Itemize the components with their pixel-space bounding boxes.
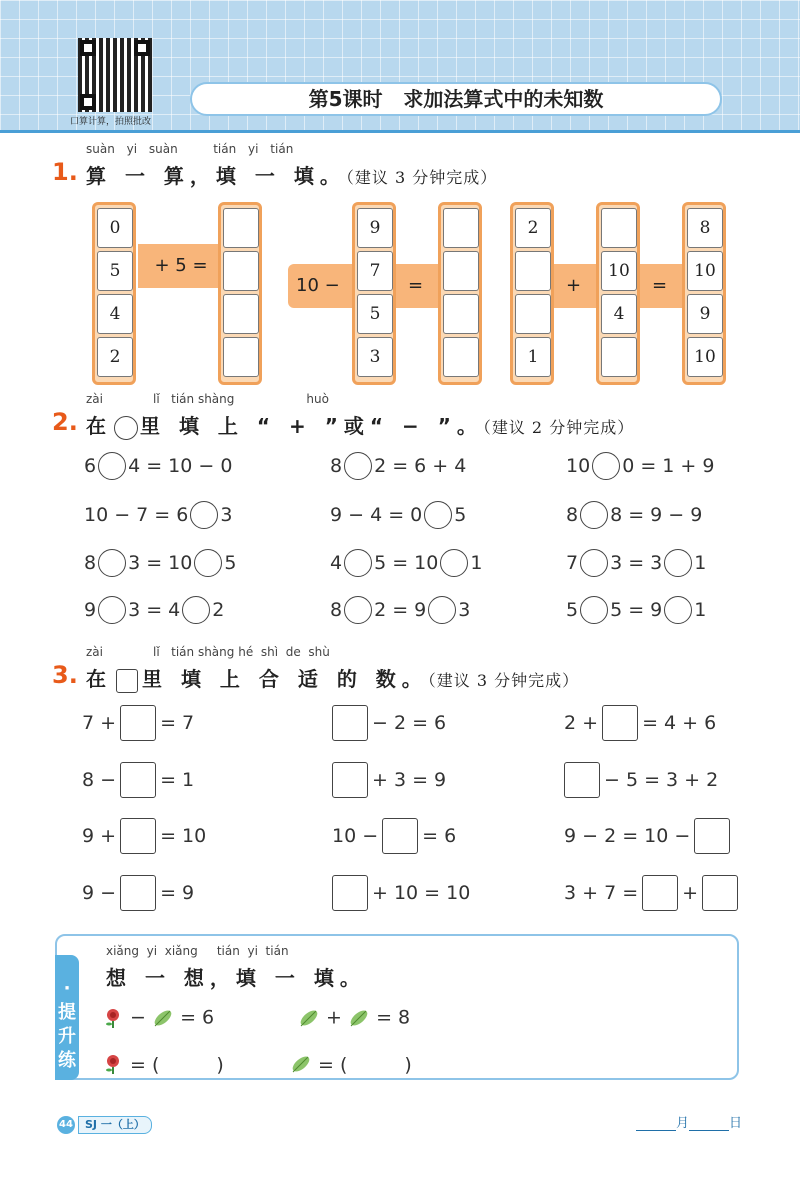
- number-cell: 8: [687, 208, 723, 248]
- equation: − 2 = 6: [328, 705, 446, 741]
- equation: 7 + = 7: [82, 705, 194, 741]
- section-number: 2.: [52, 408, 78, 436]
- answer-cell[interactable]: [443, 208, 479, 248]
- operator-blank[interactable]: [98, 596, 126, 624]
- answer-cell[interactable]: [223, 294, 259, 334]
- number-blank[interactable]: [564, 762, 600, 798]
- equation: 10 0 = 1 + 9: [566, 452, 714, 480]
- equation: 9 3 = 4 2: [84, 596, 224, 624]
- page-header: [0, 0, 800, 133]
- equation: 7 3 = 3 1: [566, 549, 706, 577]
- number-blank[interactable]: [602, 705, 638, 741]
- operation-band: + 5 =: [138, 244, 224, 288]
- number-cell[interactable]: [601, 337, 637, 377]
- answer-column: [218, 202, 262, 385]
- equation: + 10 = 10: [328, 875, 470, 911]
- number-column: [92, 202, 136, 385]
- operator-blank[interactable]: [440, 549, 468, 577]
- number-cell: 4: [97, 294, 133, 334]
- operator-blank[interactable]: [580, 596, 608, 624]
- number-blank[interactable]: [332, 762, 368, 798]
- rose-icon: [102, 1053, 124, 1075]
- number-blank[interactable]: [120, 875, 156, 911]
- section-number: 3.: [52, 661, 78, 689]
- number-cell[interactable]: [601, 208, 637, 248]
- equation: 10 − 7 = 6 3: [84, 501, 232, 529]
- picture-equation: − = 6: [102, 1006, 214, 1029]
- date-field[interactable]: 月 日: [636, 1112, 742, 1131]
- equation: 8 2 = 6 + 4: [330, 452, 466, 480]
- equation: 9 − 2 = 10 −: [564, 818, 734, 854]
- operator-blank[interactable]: [580, 549, 608, 577]
- picture-equation[interactable]: = ( ): [290, 1050, 412, 1077]
- equation: 3 + 7 = +: [564, 875, 742, 911]
- equation: 9 − = 9: [82, 875, 194, 911]
- operator-blank[interactable]: [580, 501, 608, 529]
- section-number: 1.: [52, 158, 78, 186]
- picture-equation: + = 8: [298, 1006, 410, 1029]
- number-column: [510, 202, 554, 385]
- answer-cell[interactable]: [443, 337, 479, 377]
- qr-code[interactable]: [78, 38, 152, 112]
- number-cell[interactable]: 10: [601, 251, 637, 291]
- leaf-icon: [348, 1007, 370, 1029]
- operator-blank[interactable]: [344, 596, 372, 624]
- number-blank[interactable]: [120, 762, 156, 798]
- picture-equation[interactable]: = ( ): [102, 1050, 224, 1077]
- number-cell[interactable]: 1: [515, 337, 551, 377]
- operator-blank[interactable]: [182, 596, 210, 624]
- pinyin-line: xiǎng yi xiǎng tián yi tián: [106, 944, 289, 958]
- number-cell: 0: [97, 208, 133, 248]
- operator-blank[interactable]: [592, 452, 620, 480]
- equation: 9 − 4 = 0 5: [330, 501, 466, 529]
- number-blank[interactable]: [642, 875, 678, 911]
- operator-blank[interactable]: [98, 549, 126, 577]
- number-cell[interactable]: [515, 251, 551, 291]
- operator-blank[interactable]: [344, 452, 372, 480]
- number-blank[interactable]: [332, 705, 368, 741]
- answer-cell[interactable]: [223, 251, 259, 291]
- operator-blank[interactable]: [428, 596, 456, 624]
- number-cell: 7: [357, 251, 393, 291]
- operator-blank[interactable]: [664, 549, 692, 577]
- number-blank[interactable]: [694, 818, 730, 854]
- section-instruction: 在 里 填 上 合 适 的 数。（建议 3 分钟完成）: [86, 667, 580, 691]
- number-cell: 3: [357, 337, 393, 377]
- operator-blank[interactable]: [424, 501, 452, 529]
- pinyin-line: zài lǐ tián shàng hé shì de shù: [86, 645, 330, 659]
- section-instruction: 算 一 算，填 一 填。（建议 3 分钟完成）: [86, 164, 498, 188]
- equation: 8 3 = 10 5: [84, 549, 236, 577]
- rose-icon: [102, 1007, 124, 1029]
- leaf-icon: [152, 1007, 174, 1029]
- lesson-title: 第5课时 求加法算式中的未知数: [190, 82, 722, 116]
- number-cell: 10: [687, 251, 723, 291]
- book-label: SJ 一（上）: [78, 1116, 152, 1134]
- equation: 10 − = 6: [332, 818, 456, 854]
- operator-blank[interactable]: [194, 549, 222, 577]
- advanced-title: 想 一 想，填 一 填。: [106, 966, 366, 990]
- equation: 8 2 = 9 3: [330, 596, 470, 624]
- pinyin-line: suàn yi suàn tián yi tián: [86, 142, 294, 156]
- operator-blank[interactable]: [190, 501, 218, 529]
- advanced-practice-tab: · 提 升 练 ·: [55, 955, 79, 1080]
- equation: + 3 = 9: [328, 762, 446, 798]
- leaf-icon: [290, 1053, 312, 1075]
- number-cell: 5: [97, 251, 133, 291]
- operator-blank[interactable]: [98, 452, 126, 480]
- answer-column: [438, 202, 482, 385]
- number-cell[interactable]: [515, 294, 551, 334]
- operator-blank[interactable]: [344, 549, 372, 577]
- equation: 5 5 = 9 1: [566, 596, 706, 624]
- operation-band: + =: [540, 264, 700, 308]
- leaf-icon: [298, 1007, 320, 1029]
- number-column: [596, 202, 640, 385]
- number-blank[interactable]: [120, 705, 156, 741]
- number-column: [352, 202, 396, 385]
- number-blank[interactable]: [702, 875, 738, 911]
- number-blank[interactable]: [382, 818, 418, 854]
- answer-cell[interactable]: [443, 294, 479, 334]
- answer-cell[interactable]: [223, 337, 259, 377]
- number-cell: 10: [687, 337, 723, 377]
- number-cell: 5: [357, 294, 393, 334]
- operator-blank[interactable]: [664, 596, 692, 624]
- answer-cell[interactable]: [443, 251, 479, 291]
- number-cell[interactable]: 4: [601, 294, 637, 334]
- equation: 6 4 = 10 − 0: [84, 452, 232, 480]
- pinyin-line: zài lǐ tián shàng huò: [86, 392, 329, 406]
- equation: 4 5 = 10 1: [330, 549, 482, 577]
- number-cell: 9: [687, 294, 723, 334]
- equation: 8 8 = 9 − 9: [566, 501, 702, 529]
- qr-caption: 口算计算，拍照批改: [70, 117, 152, 127]
- operation-band: 10 − =: [288, 264, 442, 308]
- equation: 2 + = 4 + 6: [564, 705, 716, 741]
- page-number: 44: [57, 1116, 75, 1134]
- answer-cell[interactable]: [223, 208, 259, 248]
- equation: − 5 = 3 + 2: [560, 762, 718, 798]
- number-cell[interactable]: 2: [515, 208, 551, 248]
- number-cell: 9: [357, 208, 393, 248]
- number-blank[interactable]: [332, 875, 368, 911]
- number-blank[interactable]: [120, 818, 156, 854]
- number-cell: 2: [97, 337, 133, 377]
- section-instruction: 在 里 填 上 “ + ”或“ − ”。（建议 2 分钟完成）: [86, 414, 635, 438]
- equation: 8 − = 1: [82, 762, 194, 798]
- equation: 9 + = 10: [82, 818, 206, 854]
- number-column: [682, 202, 726, 385]
